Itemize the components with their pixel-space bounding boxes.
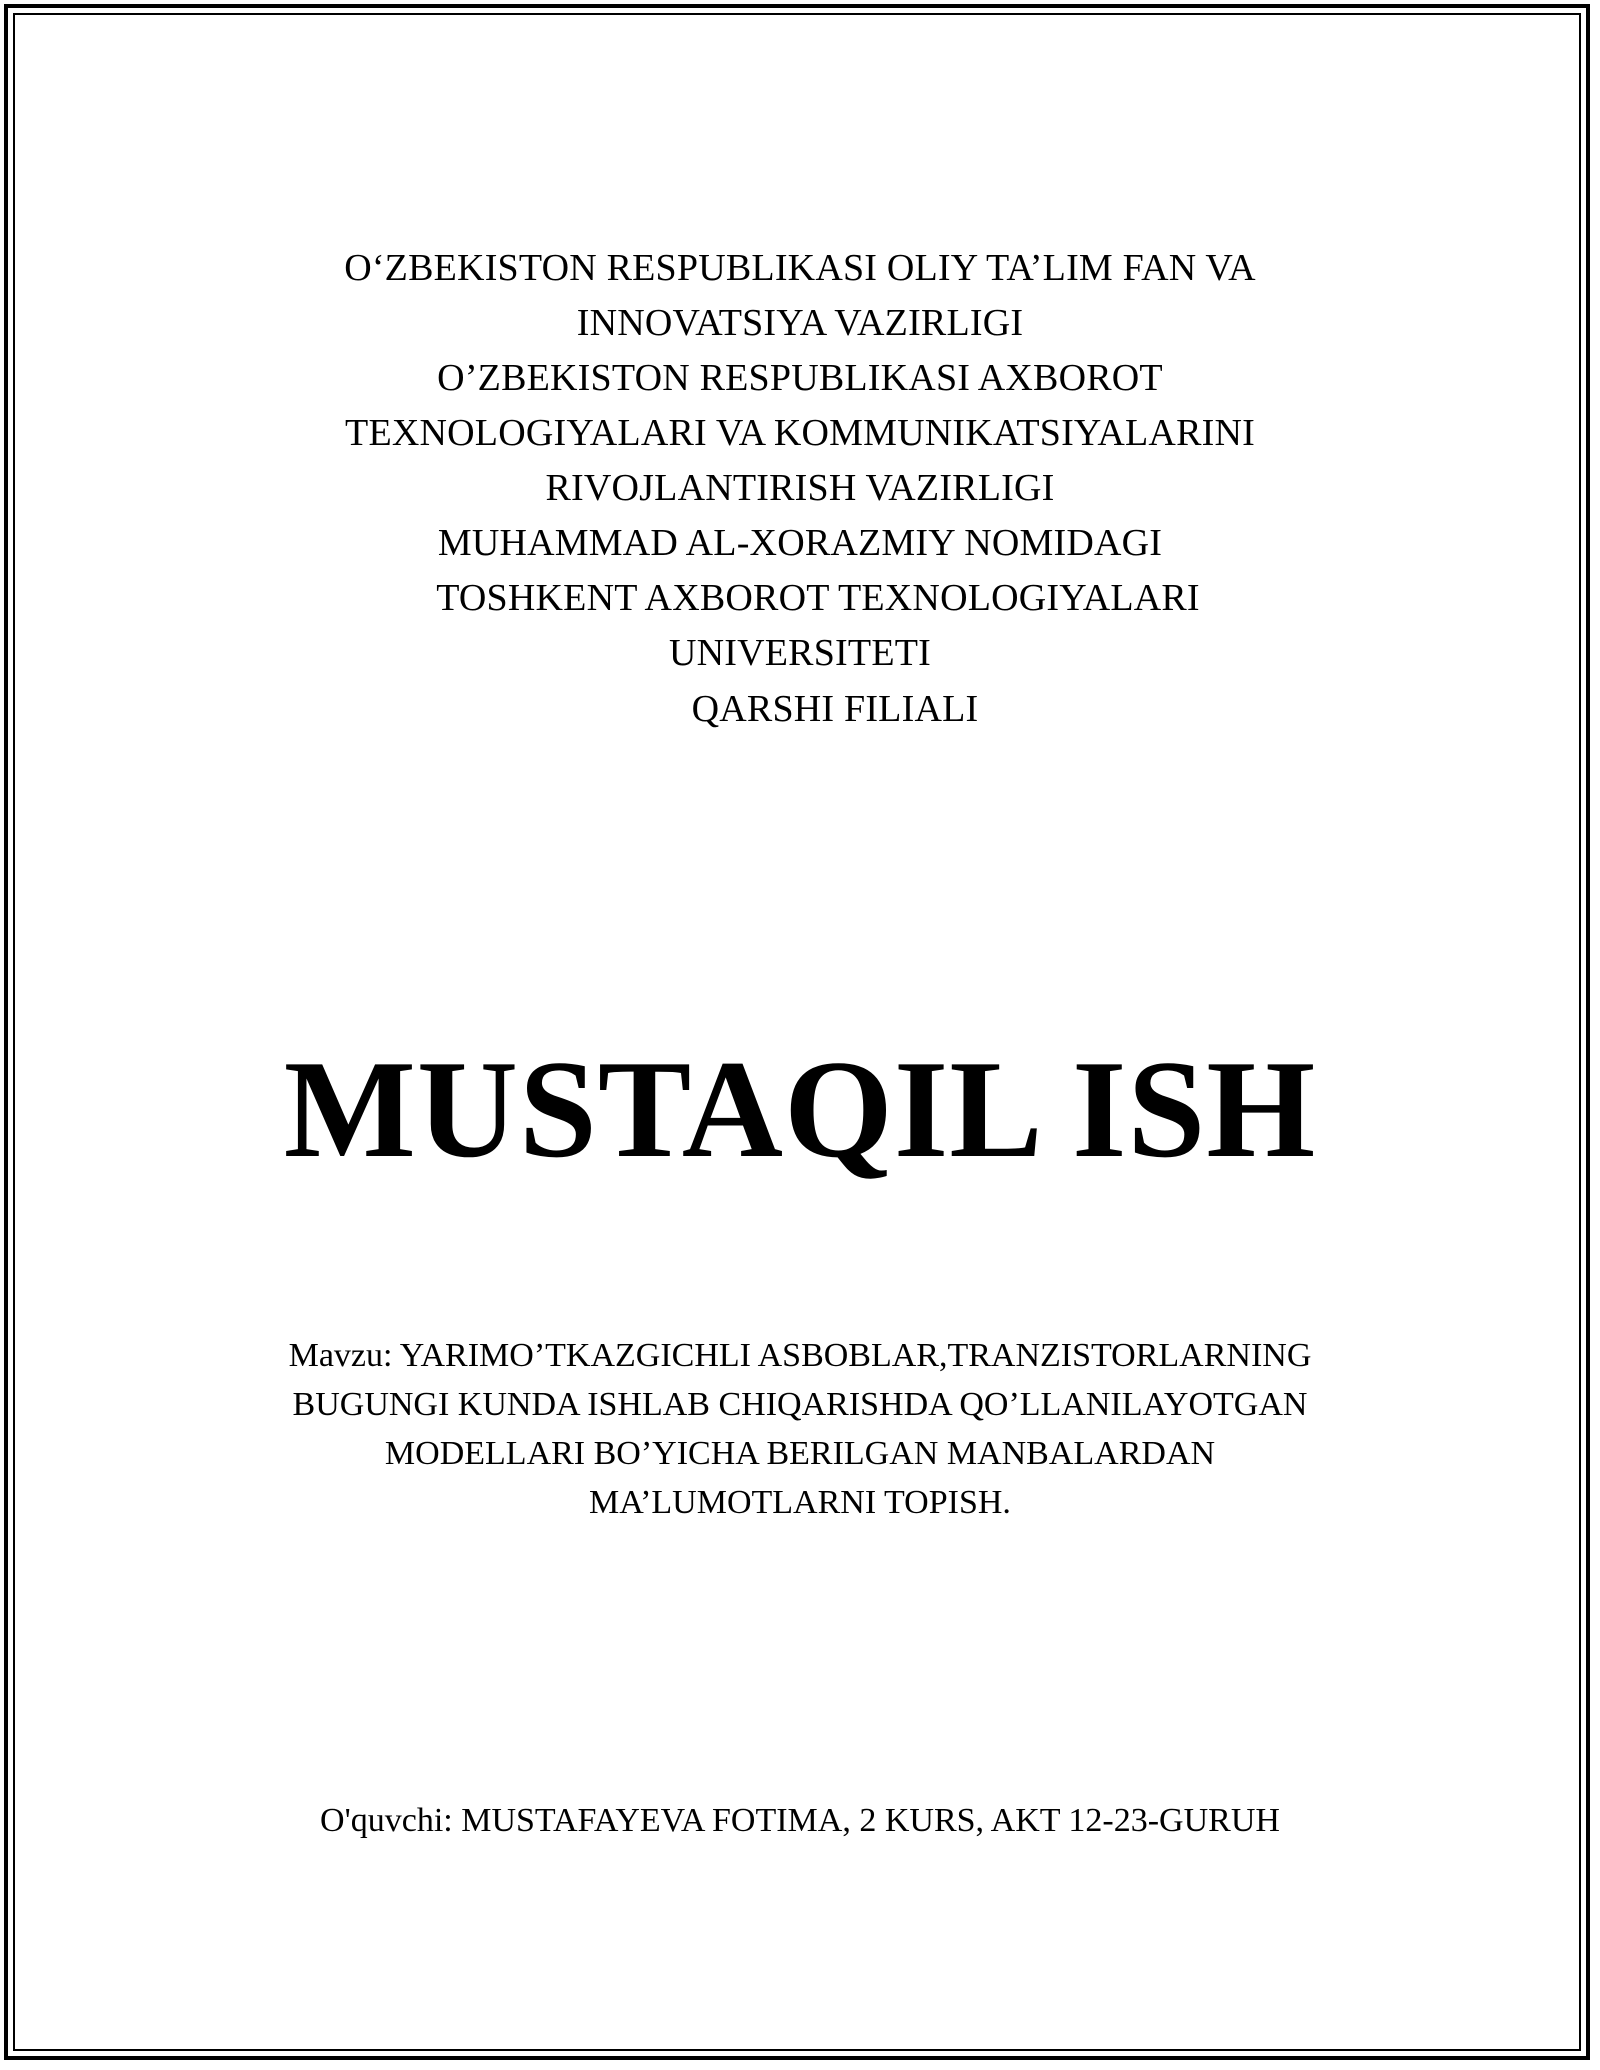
header-line-university-name: MUHAMMAD AL-XORAZMIY NOMIDAGI — [437, 522, 1163, 564]
header-line-branch: QARSHI FILIALI — [691, 688, 979, 730]
topic-line-3: MODELLARI BO’YICHA BERILGAN MANBALARDAN — [384, 1435, 1216, 1472]
document-title: MUSTAQIL ISH — [283, 1032, 1317, 1187]
header-line-ministry-it-cont: TEXNOLOGIYALARI VA KOMMUNIKATSIYALARINI — [345, 412, 1255, 454]
topic-line-2: BUGUNGI KUNDA ISHLAB CHIQARISHDA QO’LLANILAYOTGAN — [292, 1386, 1308, 1423]
header-line-ministry-education: O‘ZBEKISTON RESPUBLIKASI OLIY TA’LIM FAN VA — [344, 247, 1256, 289]
topic-line-1: Mavzu: YARIMO’TKAZGICHLI ASBOBLAR,TRANZISTORLARNING — [288, 1337, 1312, 1374]
header-line-ministry-education-cont: INNOVATSIYA VAZIRLIGI — [576, 302, 1024, 344]
header-line-university: UNIVERSITETI — [668, 632, 932, 674]
topic-line-4: MA’LUMOTLARNI TOPISH. — [589, 1484, 1011, 1521]
header-line-ministry-it-end: RIVOJLANTIRISH VAZIRLIGI — [545, 467, 1055, 509]
student-info: O'quvchi: MUSTAFAYEVA FOTIMA, 2 KURS, AKT 12-23-GURUH — [320, 1802, 1280, 1839]
header-line-university-name-cont: TOSHKENT AXBOROT TEXNOLOGIYALARI — [436, 577, 1200, 619]
header-line-ministry-it: O’ZBEKISTON RESPUBLIKASI AXBOROT — [437, 357, 1163, 399]
